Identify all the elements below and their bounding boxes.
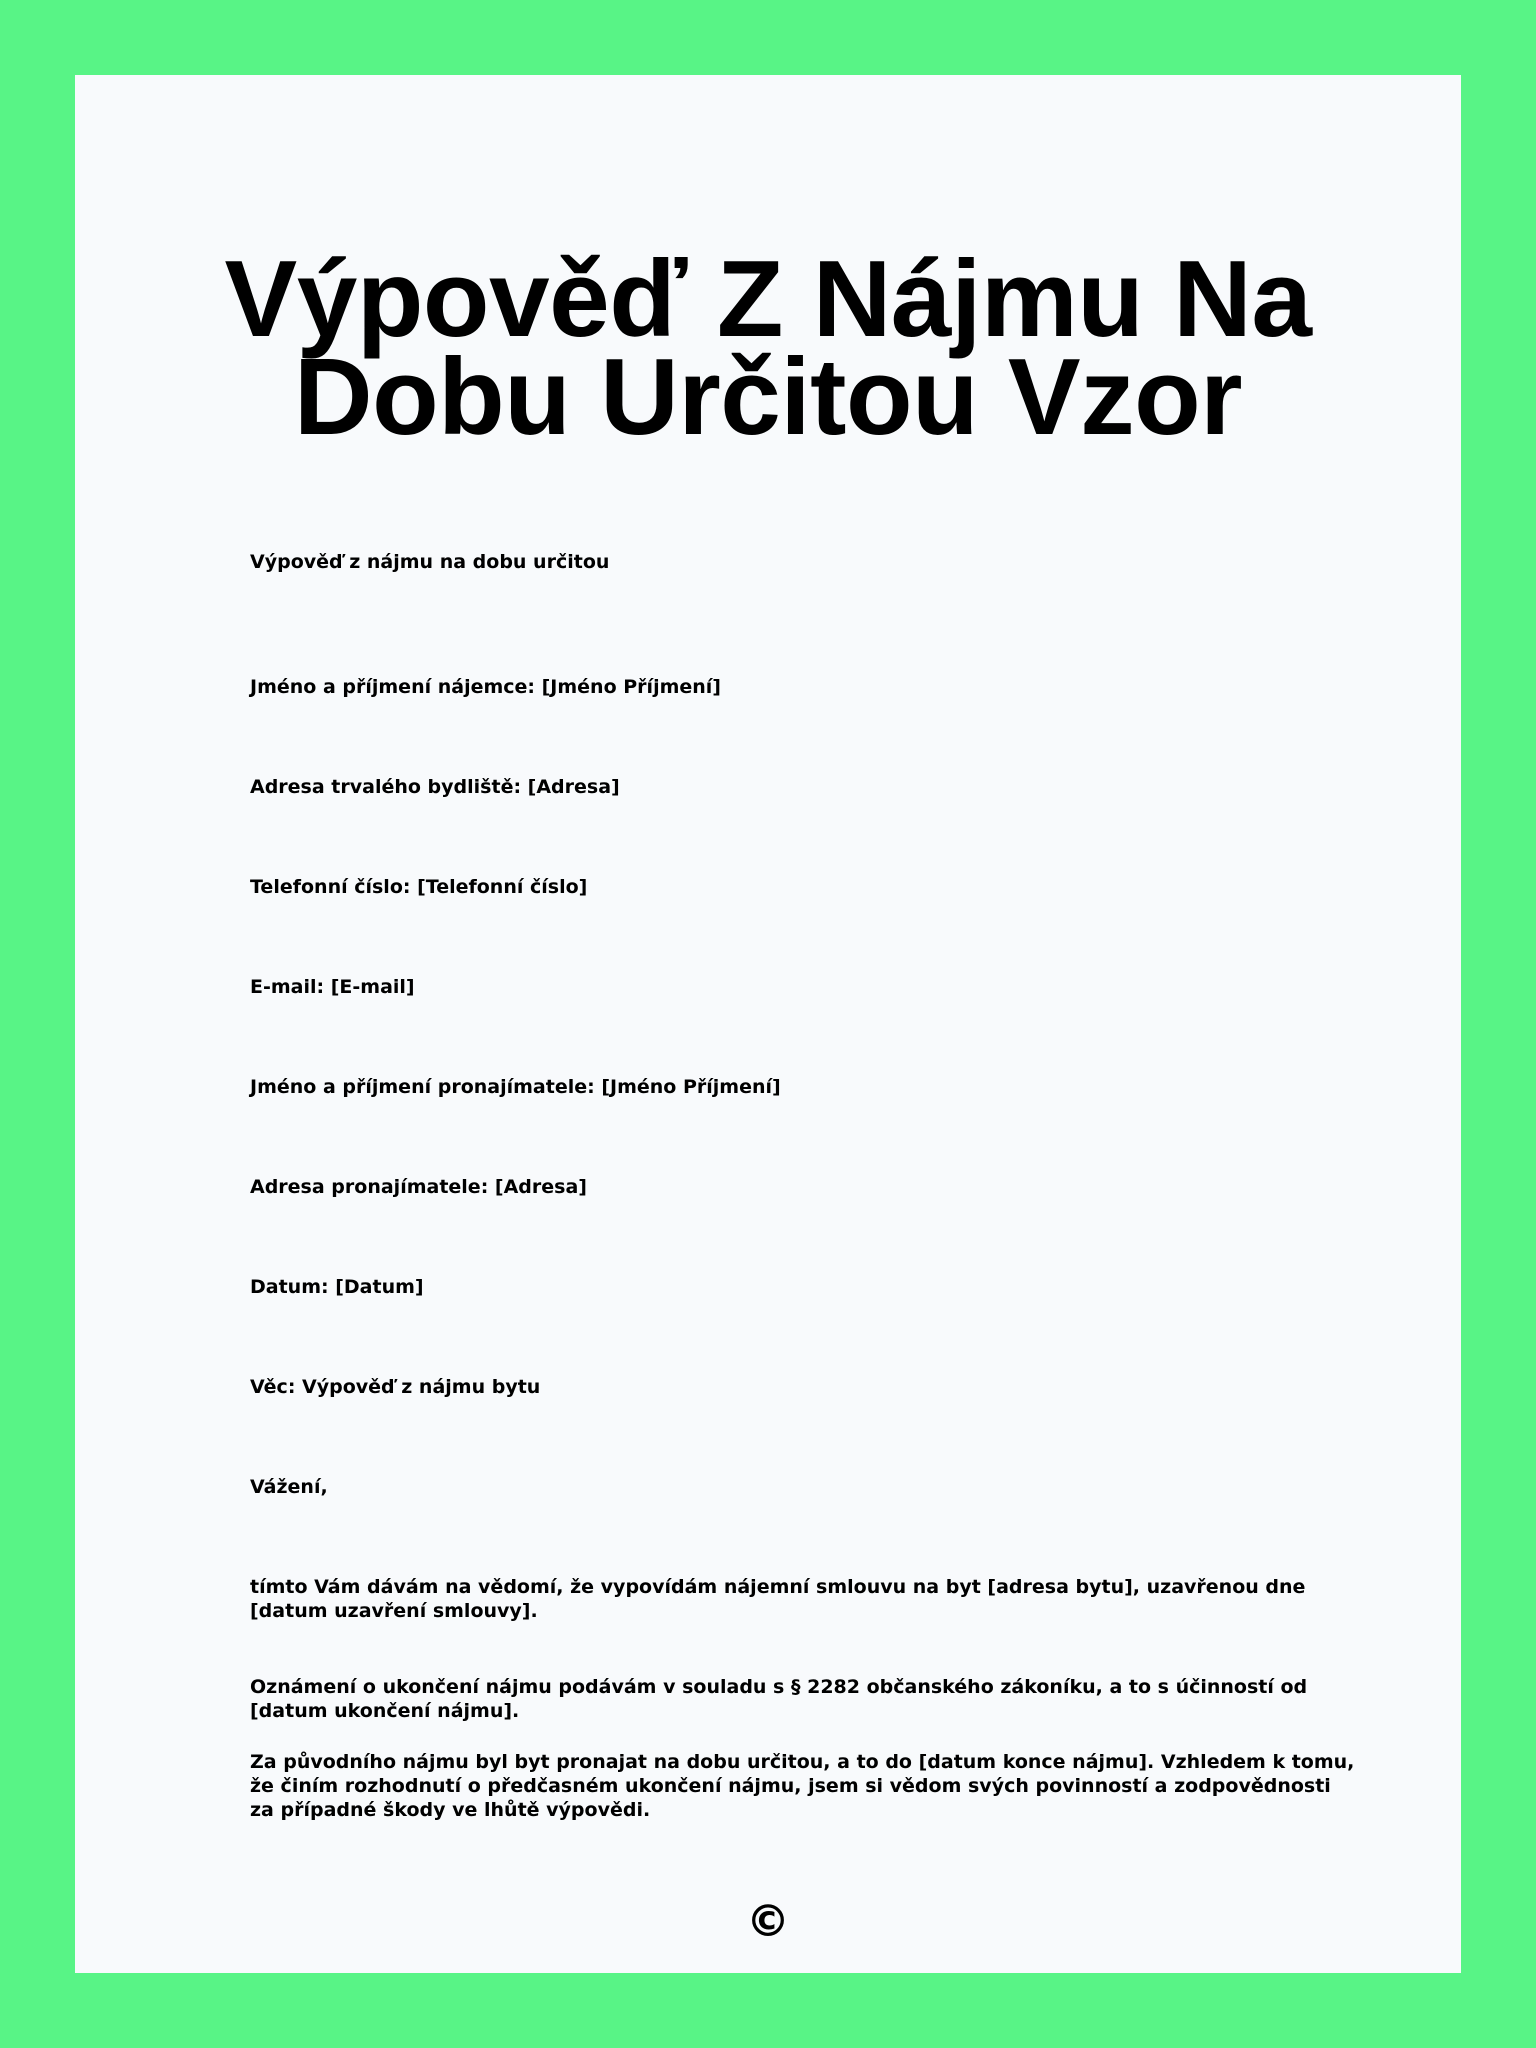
document-page — [75, 75, 1461, 1973]
paragraph-term-details: Za původního nájmu byl byt pronajat na dobu určitou, a to do [datum konce nájmu]. Vzhledem k tomu, že činím rozhodnutí o předčasném ukončení nájmu, jsem si vědom svých povinností a zodpovědnosti za případné škody ve lhůtě výpovědi. — [250, 1751, 1355, 1821]
email-line: E-mail: [E-mail] — [250, 976, 415, 998]
copyright-icon: © — [746, 1896, 790, 1947]
tenant-name-line: Jméno a příjmení nájemce: [Jméno Příjmení] — [250, 676, 721, 698]
landlord-name-line: Jméno a příjmení pronajímatele: [Jméno Příjmení] — [250, 1076, 781, 1098]
landlord-address-line: Adresa pronajímatele: [Adresa] — [250, 1176, 587, 1198]
subject-line: Věc: Výpověď z nájmu bytu — [250, 1376, 541, 1398]
paragraph-notice: tímto Vám dávám na vědomí, že vypovídám nájemní smlouvu na byt [adresa bytu], uzavřenou dne [datum uzavření smlouvy]. — [250, 1576, 1306, 1622]
document-title: Výpověď Z Nájmu Na Dobu Určitou Vzor — [224, 238, 1312, 458]
tenant-address-line: Adresa trvalého bydliště: [Adresa] — [250, 776, 620, 798]
document-heading: Výpověď z nájmu na dobu určitou — [250, 551, 610, 573]
salutation: Vážení, — [250, 1476, 328, 1498]
phone-line: Telefonní číslo: [Telefonní číslo] — [250, 876, 588, 898]
date-line: Datum: [Datum] — [250, 1276, 424, 1298]
paragraph-legal-basis: Oznámení o ukončení nájmu podávám v souladu s § 2282 občanského zákoníku, a to s účinností od [datum ukončení nájmu]. — [250, 1676, 1308, 1722]
